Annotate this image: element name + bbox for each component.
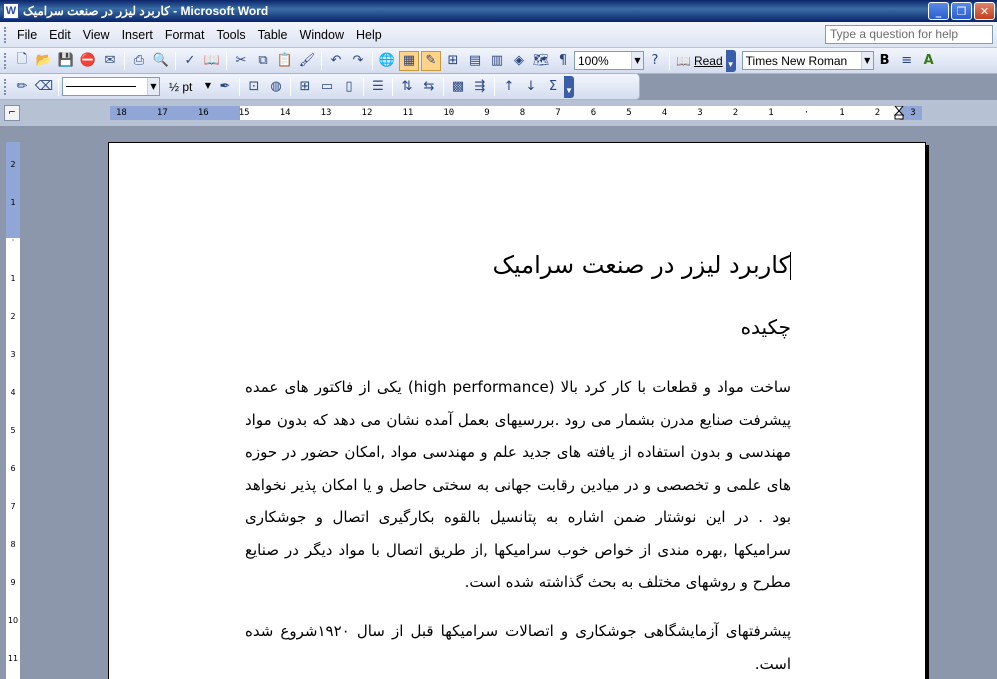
horizontal-ruler[interactable] bbox=[110, 106, 922, 120]
ruler-label: 1 bbox=[839, 108, 845, 118]
sort-descending-icon[interactable]: ↓ bbox=[525, 79, 537, 94]
menu-table[interactable]: Table bbox=[257, 27, 288, 42]
ruler-label: 5 bbox=[626, 108, 632, 118]
shading-icon[interactable]: ◍ bbox=[270, 79, 282, 94]
ruler-label: 14 bbox=[279, 108, 291, 118]
font-color-icon[interactable]: A bbox=[923, 53, 934, 68]
vertical-ruler-label: 6 bbox=[10, 464, 16, 473]
ruler-label: 4 bbox=[661, 108, 668, 118]
align-right-icon[interactable]: ≡ bbox=[901, 53, 913, 68]
vertical-ruler[interactable] bbox=[6, 142, 20, 679]
font-select[interactable] bbox=[742, 51, 874, 70]
help-search-input[interactable]: Type a question for help bbox=[825, 25, 993, 44]
ruler-label: 1 bbox=[768, 108, 774, 118]
insert-excel-icon[interactable]: ▤ bbox=[468, 53, 482, 68]
print-icon[interactable]: ⎙ bbox=[133, 53, 145, 68]
bold-button[interactable]: B bbox=[879, 53, 890, 68]
ruler-label: 3 bbox=[697, 108, 703, 118]
minimize-icon[interactable]: _ bbox=[928, 2, 949, 20]
tables-borders-toolbar bbox=[0, 74, 640, 100]
distribute-columns-icon[interactable]: ⇆ bbox=[423, 79, 435, 94]
new-icon[interactable]: 🗋 bbox=[16, 51, 28, 67]
read-label: Read bbox=[693, 53, 723, 68]
ruler-label: 3 bbox=[910, 108, 916, 118]
align-icon[interactable]: ☰ bbox=[372, 79, 384, 94]
cut-icon[interactable]: ✂ bbox=[235, 53, 247, 68]
paragraph-2[interactable]: پیشرفتهای آزمایشگاهی جوشکاری و اتصالات سرامیکها قبل از سال ۱۹۲۰شروع شده است. bbox=[245, 622, 791, 673]
toolbar-grip[interactable] bbox=[4, 79, 7, 95]
borders-icon[interactable]: ⊡ bbox=[248, 79, 260, 94]
word-app-icon[interactable]: W bbox=[3, 3, 19, 19]
title-bar bbox=[0, 0, 997, 22]
ruler-label: 2 bbox=[732, 108, 739, 118]
window-title: کاربرد لیزر در صنعت سرامیک - Microsoft Word bbox=[23, 4, 269, 18]
abstract-heading[interactable]: چکیده bbox=[740, 315, 791, 339]
columns-icon[interactable]: ▥ bbox=[490, 53, 504, 68]
vertical-ruler-label: 10 bbox=[7, 616, 19, 625]
research-icon[interactable]: 📖 bbox=[203, 53, 221, 68]
menu-insert[interactable]: Insert bbox=[121, 27, 153, 42]
vertical-ruler-label: 4 bbox=[10, 388, 16, 397]
ruler-label: 17 bbox=[156, 108, 168, 118]
split-cells-icon[interactable]: ▯ bbox=[345, 79, 353, 94]
document-map-icon[interactable]: 🗺 bbox=[532, 53, 550, 68]
ruler-label: 2 bbox=[874, 108, 881, 118]
tables-borders-icon[interactable]: ▦ bbox=[399, 51, 419, 71]
sort-ascending-icon[interactable]: ↑ bbox=[503, 79, 515, 94]
menu-view[interactable]: View bbox=[82, 27, 110, 42]
standard-toolbar bbox=[0, 48, 997, 74]
line-style-preview bbox=[66, 86, 136, 87]
chevron-down-icon[interactable]: ▼ bbox=[204, 81, 212, 90]
vertical-ruler-label: · bbox=[11, 236, 15, 245]
email-icon[interactable]: ✉ bbox=[104, 53, 116, 68]
insert-table-icon[interactable]: ⊞ bbox=[447, 53, 459, 68]
undo-icon[interactable]: ↶ bbox=[330, 53, 342, 68]
change-direction-icon[interactable]: ⇶ bbox=[474, 79, 486, 94]
ruler-label: 18 bbox=[116, 108, 127, 118]
menu-grip[interactable] bbox=[4, 27, 7, 43]
ruler-label: 15 bbox=[238, 108, 250, 118]
ruler-label: 16 bbox=[197, 108, 209, 118]
restore-icon[interactable]: ❐ bbox=[951, 2, 972, 20]
zoom-value: 100% bbox=[578, 53, 609, 68]
distribute-rows-icon[interactable]: ⇅ bbox=[401, 79, 413, 94]
vertical-ruler-label: 8 bbox=[10, 540, 16, 549]
indent-marker-icon[interactable] bbox=[894, 106, 904, 120]
menu-window[interactable]: Window bbox=[299, 27, 344, 42]
read-icon: 📖 bbox=[676, 53, 691, 68]
vertical-ruler-label: 7 bbox=[10, 502, 16, 511]
zoom-select[interactable] bbox=[574, 51, 644, 70]
line-style-select[interactable] bbox=[62, 77, 160, 96]
vertical-ruler-label: 3 bbox=[10, 350, 16, 359]
ruler-area bbox=[0, 100, 997, 126]
help-icon[interactable]: ? bbox=[651, 53, 659, 68]
read-button[interactable] bbox=[673, 54, 726, 68]
toolbar-grip[interactable] bbox=[4, 53, 7, 69]
chevron-down-icon[interactable]: ▼ bbox=[631, 52, 643, 69]
tab-selector[interactable]: ⌐ bbox=[4, 105, 20, 121]
line-weight-select[interactable] bbox=[166, 77, 214, 96]
chevron-down-icon[interactable]: ▼ bbox=[147, 78, 159, 95]
toolbar-options-icon[interactable]: ▼ bbox=[726, 50, 736, 72]
vertical-ruler-label: 11 bbox=[7, 654, 19, 663]
vertical-ruler-label: 9 bbox=[10, 578, 16, 587]
ruler-label: 6 bbox=[590, 108, 597, 118]
ruler-label: 13 bbox=[320, 108, 332, 118]
menu-tools[interactable]: Tools bbox=[216, 27, 246, 42]
permission-icon[interactable]: ⛔ bbox=[79, 53, 97, 68]
ruler-label: 12 bbox=[361, 108, 373, 118]
menu-help[interactable]: Help bbox=[355, 27, 382, 42]
vertical-ruler-label: 5 bbox=[10, 426, 16, 435]
drawing-pen-icon[interactable]: ✎ bbox=[421, 51, 441, 71]
hyperlink-icon[interactable]: 🌐 bbox=[378, 53, 396, 68]
eraser-icon[interactable]: ⌫ bbox=[34, 79, 54, 94]
close-icon[interactable]: ✕ bbox=[974, 2, 995, 20]
menu-format[interactable]: Format bbox=[164, 27, 205, 42]
ruler-label: 7 bbox=[555, 108, 561, 118]
text-cursor bbox=[790, 252, 791, 280]
vertical-ruler-label: 1 bbox=[10, 198, 16, 207]
menu-file[interactable]: File bbox=[17, 27, 38, 42]
format-painter-icon[interactable]: 🖌 bbox=[298, 53, 316, 68]
document-page[interactable] bbox=[108, 142, 926, 679]
border-color-icon[interactable]: ✒ bbox=[219, 79, 231, 94]
paste-icon[interactable]: 📋 bbox=[276, 53, 294, 68]
draw-table-icon[interactable]: ✏ bbox=[16, 79, 28, 94]
ruler-label: · bbox=[803, 108, 810, 118]
save-icon[interactable]: 💾 bbox=[57, 53, 75, 68]
document-title[interactable]: کاربرد لیزر در صنعت سرامیک bbox=[492, 251, 790, 279]
merge-cells-icon[interactable]: ▭ bbox=[320, 79, 334, 94]
autoformat-icon[interactable]: ▩ bbox=[451, 79, 465, 94]
chevron-down-icon[interactable]: ▼ bbox=[861, 52, 873, 69]
show-hide-icon[interactable]: ¶ bbox=[558, 53, 568, 68]
menu-edit[interactable]: Edit bbox=[49, 27, 71, 42]
vertical-ruler-label: 2 bbox=[10, 160, 16, 169]
insert-table-icon[interactable]: ⊞ bbox=[299, 79, 311, 94]
ruler-label: 11 bbox=[402, 108, 414, 118]
vertical-ruler-label: 2 bbox=[10, 312, 16, 321]
font-value: Times New Roman bbox=[745, 53, 848, 68]
drawing-icon[interactable]: ◈ bbox=[514, 53, 524, 68]
ruler-label: 10 bbox=[443, 108, 455, 118]
copy-icon[interactable]: ⧉ bbox=[258, 53, 268, 68]
toolbar-options-icon[interactable]: ▼ bbox=[564, 76, 574, 98]
ruler-label: 9 bbox=[484, 108, 490, 118]
paragraph-1[interactable]: ساخت مواد و قطعات با کار کرد بالا (high performance) یکی از فاکتور های عمده پیشرفت صنایع مدرن بشمار می رود .بررسیهای بعمل آمده نشان می دهد که بدون مواد مهندسی و بدون استفاده از یافته های جدید علم و مهندسی مواد ,امکان حضور در حوزه های علمی و تخصصی و در میادین رقابت جهانی به سختی حاصل و یا امکان پذیر نخواهد بود . در این نوشتار ضمن اشاره به پتانسیل بالقوه بکارگیری اتصال و جوشکاری سرامیکها ,بهره مندی از خواص خوب سرامیکها ,از طریق اتصال با مواد دیگر در صنایع مطرح و روشهای مختلف به بحث گذاشته شده است. bbox=[245, 378, 791, 591]
open-icon[interactable]: 📂 bbox=[35, 53, 53, 68]
line-weight-value: ½ pt bbox=[169, 79, 193, 94]
vertical-ruler-label: 1 bbox=[10, 274, 16, 283]
redo-icon[interactable]: ↷ bbox=[352, 53, 364, 68]
ruler-label: 8 bbox=[519, 108, 526, 118]
autosum-icon[interactable]: Σ bbox=[548, 79, 558, 94]
menu-bar bbox=[0, 22, 997, 48]
spelling-icon[interactable]: ✓ bbox=[184, 53, 196, 68]
print-preview-icon[interactable]: 🔍 bbox=[152, 53, 170, 68]
